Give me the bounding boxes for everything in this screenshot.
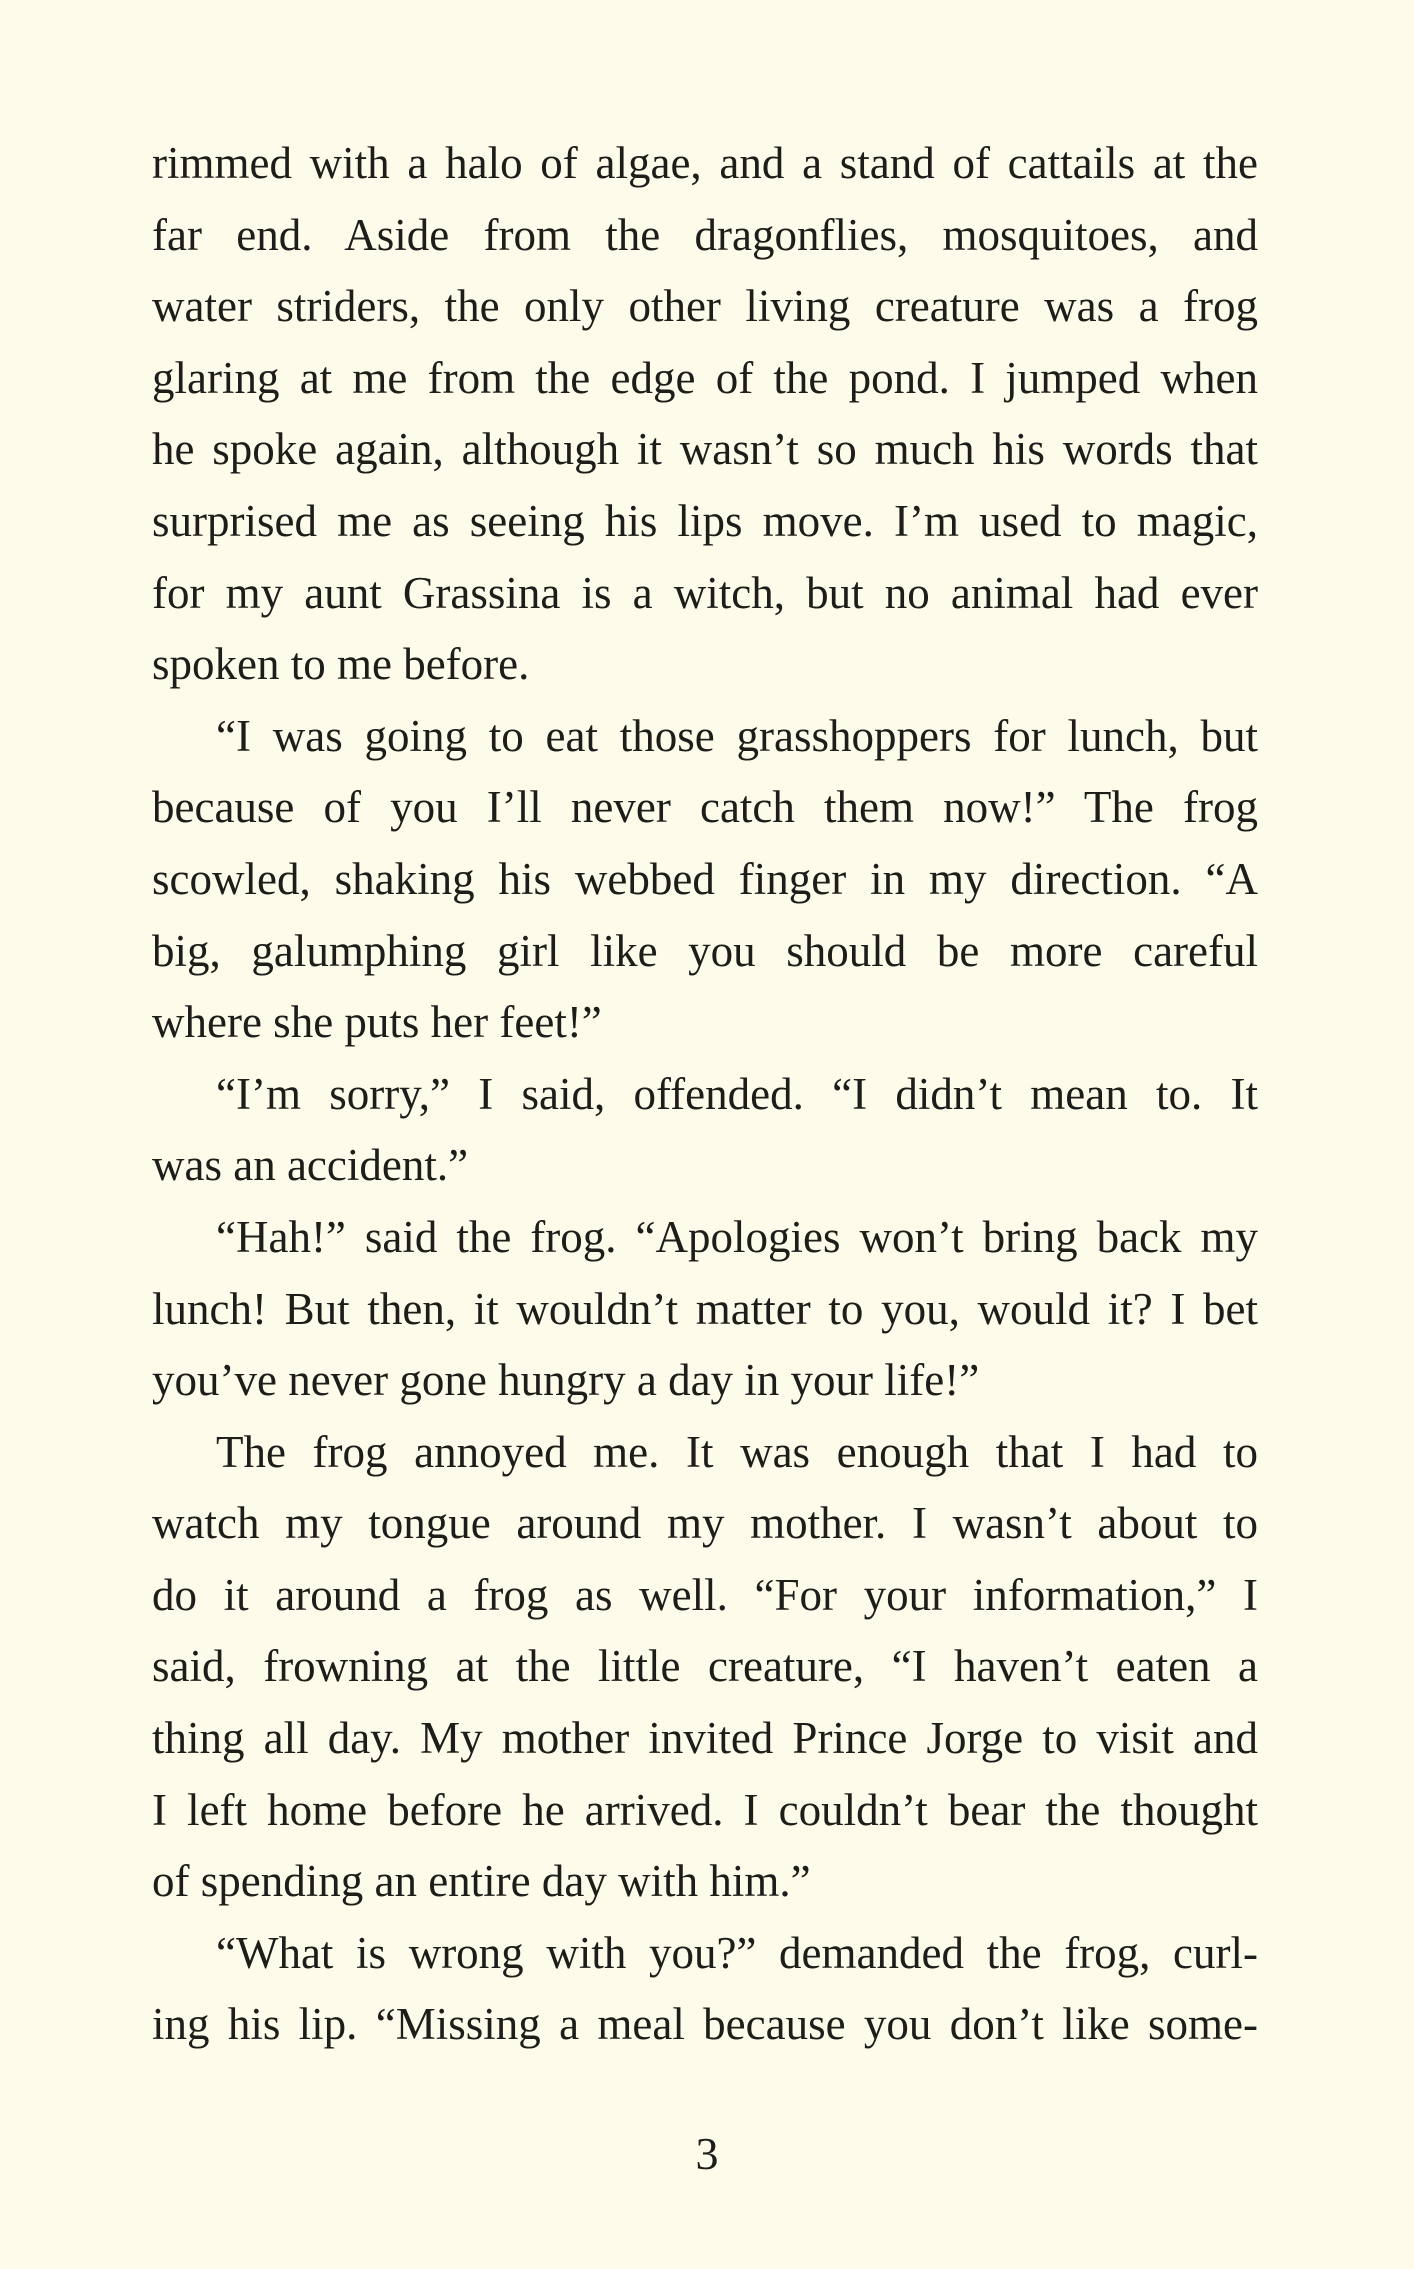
text-line: you’ve never gone hungry a day in your life!” bbox=[152, 1355, 980, 1406]
text-line: because of you I’ll never catch them now!” The frog bbox=[152, 782, 1258, 833]
text-line: said, frowning at the little creature, “I haven’t eaten a bbox=[152, 1641, 1258, 1692]
text-line: lunch! But then, it wouldn’t matter to you, would it? I bet bbox=[152, 1283, 1258, 1334]
text-line: I left home before he arrived. I couldn’t bear the thought bbox=[152, 1784, 1258, 1835]
text-line: big, galumphing girl like you should be more careful bbox=[152, 925, 1258, 976]
paragraph-4 bbox=[152, 1202, 1258, 1417]
text-line: “I’m sorry,” I said, offended. “I didn’t mean to. It bbox=[216, 1068, 1258, 1119]
text-line: “What is wrong with you?” demanded the frog, curl- bbox=[216, 1927, 1258, 1978]
paragraph-6 bbox=[152, 1918, 1258, 2061]
page-number: 3 bbox=[695, 2128, 719, 2179]
paragraph-5 bbox=[152, 1417, 1258, 1918]
text-line: of spending an entire day with him.” bbox=[152, 1856, 811, 1907]
text-line: surprised me as seeing his lips move. I’m used to magic, bbox=[152, 495, 1258, 546]
text-line: rimmed with a halo of algae, and a stand of cattails at the bbox=[152, 138, 1258, 188]
text-line: “Hah!” said the frog. “Apologies won’t bring back my bbox=[216, 1211, 1258, 1262]
text-line: “I was going to eat those grasshoppers for lunch, but bbox=[216, 710, 1258, 761]
text-line: The frog annoyed me. It was enough that I had to bbox=[216, 1426, 1258, 1477]
text-line: spoken to me before. bbox=[152, 639, 530, 690]
paragraph-3 bbox=[152, 1059, 1258, 1202]
text-line: he spoke again, although it wasn’t so much his words that bbox=[152, 424, 1258, 475]
text-line: thing all day. My mother invited Prince Jorge to visit and bbox=[152, 1713, 1258, 1764]
paragraph-1 bbox=[152, 128, 1258, 701]
text-line: where she puts her feet!” bbox=[152, 997, 602, 1048]
text-line: for my aunt Grassina is a witch, but no animal had ever bbox=[152, 567, 1258, 618]
text-line: scowled, shaking his webbed finger in my direction. “A bbox=[152, 853, 1258, 904]
book-page-text bbox=[152, 128, 1258, 2061]
text-line: far end. Aside from the dragonflies, mosquitoes, and bbox=[152, 209, 1258, 260]
text-line: was an accident.” bbox=[152, 1140, 469, 1191]
text-line: ing his lip. “Missing a meal because you don’t like some- bbox=[152, 1999, 1258, 2050]
text-line: watch my tongue around my mother. I wasn’t about to bbox=[152, 1498, 1258, 1549]
text-line: glaring at me from the edge of the pond. I jumped when bbox=[152, 352, 1258, 403]
paragraph-2 bbox=[152, 701, 1258, 1059]
text-line: water striders, the only other living creature was a frog bbox=[152, 281, 1258, 332]
text-line: do it around a frog as well. “For your information,” I bbox=[152, 1569, 1258, 1620]
